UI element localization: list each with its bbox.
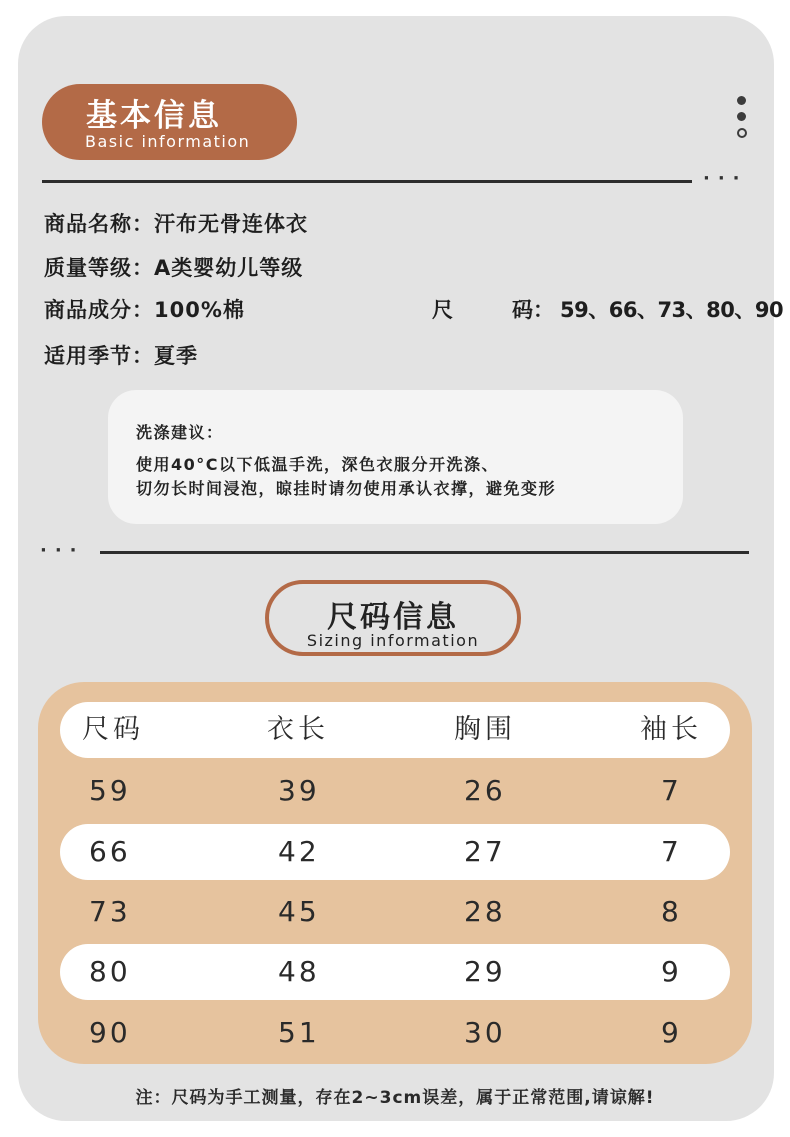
washing-advice-title: 洗涤建议： xyxy=(136,423,224,442)
size-list-label-1: 尺 xyxy=(432,298,453,322)
season-label: 适用季节： xyxy=(44,344,154,368)
washing-advice-line-1: 使用40°C以下低温手洗，深色衣服分开洗涤、 xyxy=(136,455,500,474)
cell-size: 59 xyxy=(89,774,131,807)
divider-middle xyxy=(100,551,749,554)
table-row xyxy=(60,824,730,880)
header-chest: 胸围 xyxy=(454,714,516,745)
cell-chest: 28 xyxy=(464,895,506,928)
cell-sleeve: 9 xyxy=(661,1016,682,1049)
cell-length: 42 xyxy=(278,835,320,868)
season-row xyxy=(44,340,198,370)
header-length: 衣长 xyxy=(267,714,329,745)
table-row xyxy=(60,763,730,819)
cell-size: 90 xyxy=(89,1016,131,1049)
dots-decoration-bottom: ··· xyxy=(40,540,85,561)
product-name-label: 商品名称： xyxy=(44,212,154,236)
composition-label: 商品成分： xyxy=(44,298,154,322)
quality-grade-value: A类婴幼儿等级 xyxy=(154,256,304,280)
cell-size: 80 xyxy=(89,955,131,988)
size-list-label-2: 码： xyxy=(512,298,554,322)
quality-grade-row xyxy=(44,252,303,282)
season-value: 夏季 xyxy=(154,344,198,368)
cell-sleeve: 9 xyxy=(661,955,682,988)
washing-advice-line-2: 切勿长时间浸泡，晾挂时请勿使用承认衣撑，避免变形 xyxy=(136,479,557,498)
sizing-info-badge xyxy=(265,580,521,656)
cell-chest: 27 xyxy=(464,835,506,868)
cell-sleeve: 7 xyxy=(661,835,682,868)
table-header-row xyxy=(60,702,730,758)
measurement-note: 注：尺码为手工测量，存在2~3cm误差，属于正常范围,请谅解! xyxy=(135,1088,655,1108)
composition-value: 100%棉 xyxy=(154,298,245,322)
size-table xyxy=(38,682,752,1064)
cell-length: 51 xyxy=(278,1016,320,1049)
cell-length: 45 xyxy=(278,895,320,928)
cell-sleeve: 8 xyxy=(661,895,682,928)
size-list-value: 59、66、73、80、90 xyxy=(560,298,784,322)
basic-info-title: 基本信息 xyxy=(86,98,222,134)
table-row xyxy=(60,884,730,940)
table-row xyxy=(60,1005,730,1061)
composition-row xyxy=(44,294,245,324)
product-name-value: 汗布无骨连体衣 xyxy=(154,212,308,236)
cell-chest: 26 xyxy=(464,774,506,807)
cell-chest: 30 xyxy=(464,1016,506,1049)
header-size: 尺码 xyxy=(82,714,144,745)
cell-size: 73 xyxy=(89,895,131,928)
cell-length: 48 xyxy=(278,955,320,988)
cell-chest: 29 xyxy=(464,955,506,988)
table-row xyxy=(60,944,730,1000)
basic-info-subtitle: Basic information xyxy=(85,132,251,151)
sizing-info-title: 尺码信息 xyxy=(327,600,459,635)
header-sleeve: 袖长 xyxy=(640,714,702,745)
dots-decoration-top: ··· xyxy=(703,168,748,189)
washing-advice-box xyxy=(108,390,683,524)
product-name-row xyxy=(44,208,308,238)
quality-grade-label: 质量等级： xyxy=(44,256,154,280)
vertical-dots-icon xyxy=(736,96,748,145)
cell-sleeve: 7 xyxy=(661,774,682,807)
cell-length: 39 xyxy=(278,774,320,807)
divider-top xyxy=(42,180,692,183)
sizing-info-subtitle: Sizing information xyxy=(306,631,480,650)
basic-info-badge xyxy=(42,84,297,160)
cell-size: 66 xyxy=(89,835,131,868)
